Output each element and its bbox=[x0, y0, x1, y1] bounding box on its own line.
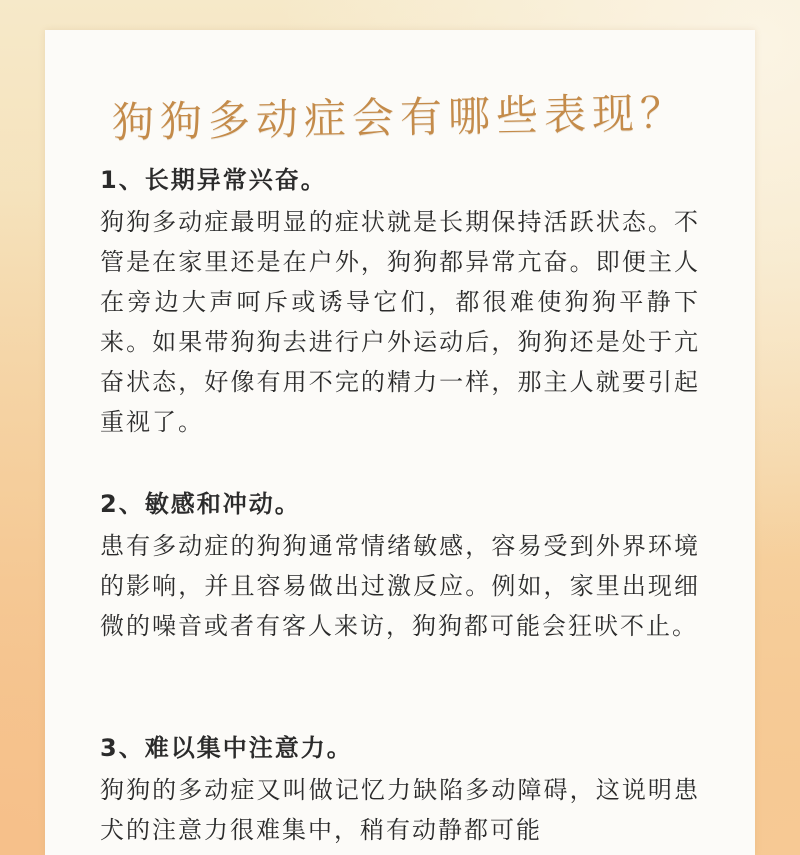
section-body: 狗狗多动症最明显的症状就是长期保持活跃状态。不管是在家里还是在户外，狗狗都异常亢奋。即便主人在旁边大声呵斥或诱导它们，都很难使狗狗平静下来。如果带狗狗去进行户外运动后，狗狗还是处于亢奋状态，好像有用不完的精力一样，那主人就要引起重视了。 bbox=[100, 208, 700, 436]
section-body: 患有多动症的狗狗通常情绪敏感，容易受到外界环境的影响，并且容易做出过激反应。例如，家里出现细微的噪音或者有客人来访，狗狗都可能会狂吠不止。 bbox=[100, 532, 700, 640]
section-heading: 2、敏感和冲动。 bbox=[100, 490, 301, 518]
article-card bbox=[45, 30, 755, 855]
section-1 bbox=[100, 164, 700, 442]
section-heading: 3、难以集中注意力。 bbox=[100, 734, 353, 762]
section-2 bbox=[100, 488, 700, 646]
section-3 bbox=[100, 732, 700, 850]
section-body: 狗狗的多动症又叫做记忆力缺陷多动障碍，这说明患犬的注意力很难集中，稍有动静都可能 bbox=[100, 776, 700, 844]
section-heading: 1、长期异常兴奋。 bbox=[100, 166, 327, 194]
page-title: 狗狗多动症会有哪些表现？ bbox=[111, 87, 689, 148]
